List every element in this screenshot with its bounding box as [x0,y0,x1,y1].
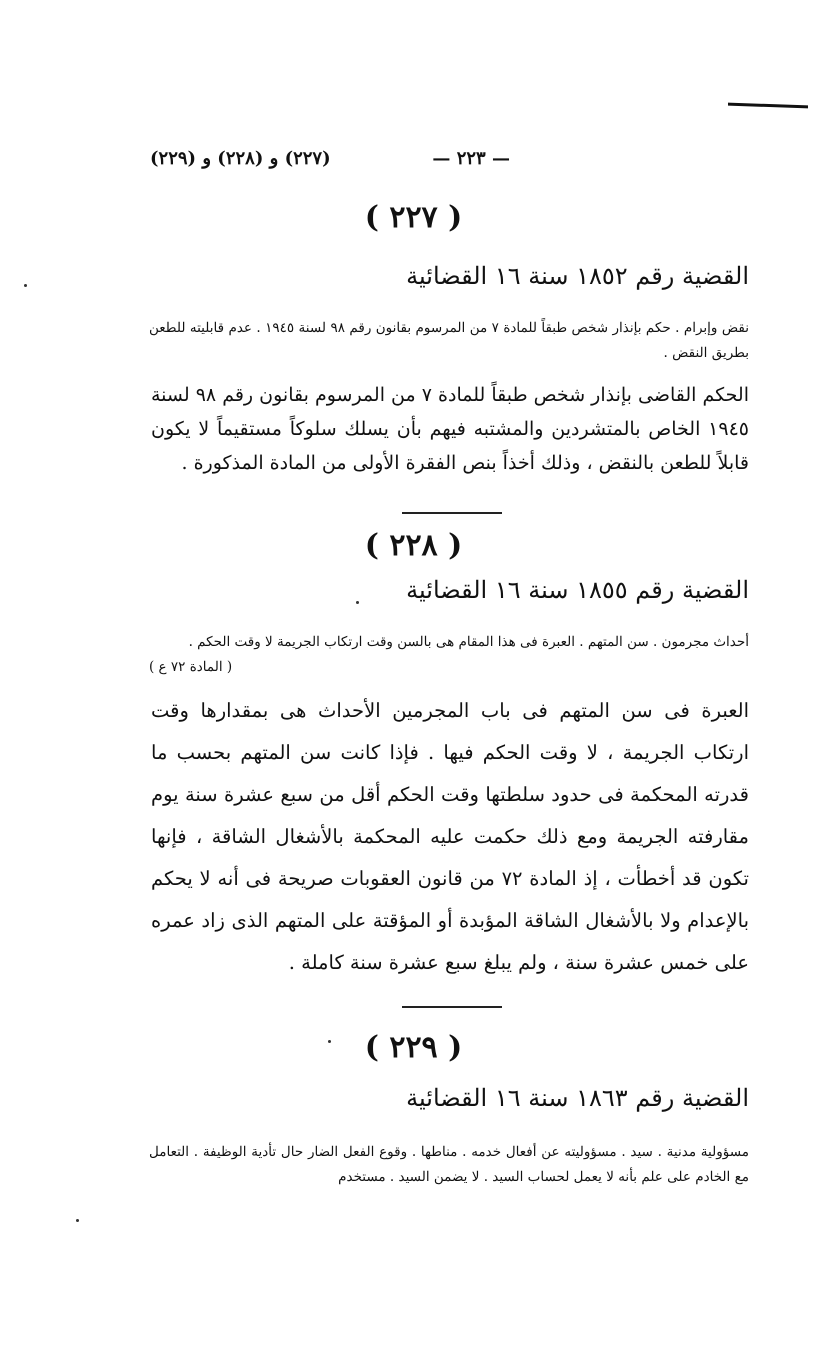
case-summary-228 [149,630,749,680]
scan-edge-line [728,103,808,109]
section-number-227: ( ٢٢٧ ) [364,200,463,235]
case-title-228: القضية رقم ١٨٥٥ سنة ١٦ القضائية [406,576,749,604]
section-divider [402,512,502,514]
page-number: — ٢٢٣ — [432,148,510,169]
case-summary-228-text: أحداث مجرمون . سن المتهم . العبرة فى هذا المقام هى بالسن وقت ارتكاب الجريمة لا وقت الحكم . [188,634,749,650]
case-body-228: العبرة فى سن المتهم فى باب المجرمين الأحداث هى بمقدارها وقت ارتكاب الجريمة ، لا وقت الحكم فيها . فإذا كانت سن المتهم بحسب ما قدرته المحكمة فى حدود سلطتها وقت الحكم أقل من سبع عشرة سنة يوم مقارفته الجريمة ومع ذلك حكمت عليه المحكمة بالأشغال الشاقة ، فإنها تكون قد أخطأت ، إذ المادة ٧٢ من قانون العقوبات صريحة فى أنه لا يحكم بالإعدام ولا بالأشغال الشاقة المؤبدة أو المؤقتة على المتهم الذى زاد عمره على خمس عشرة سنة ، ولم يبلغ سبع عشرة سنة كاملة . [151,699,749,974]
section-number-229: ( ٢٢٩ ) [364,1030,463,1065]
case-summary-227: نقض وإبرام . حكم بإنذار شخص طبقاً للمادة ٧ من المرسوم بقانون رقم ٩٨ لسنة ١٩٤٥ . عدم قابليته للطعن بطريق النقض . [149,320,749,361]
section-number-228: ( ٢٢٨ ) [364,528,463,563]
case-title-227: القضية رقم ١٨٥٢ سنة ١٦ القضائية [406,262,749,290]
scan-speck [356,601,359,604]
case-body-227: الحكم القاضى بإنذار شخص طبقاً للمادة ٧ من المرسوم بقانون رقم ٩٨ لسنة ١٩٤٥ الخاص بالمتشردين والمشتبه فيهم بأن يسلك سلوكاً مستقيماً لا يكون قابلاً للطعن بالنقض ، وذلك أخذاً بنص الفقرة الأولى من المادة المذكورة . [151,384,749,474]
header-section-refs: (٢٢٧) و (٢٢٨) و (٢٢٩) [150,148,331,169]
scan-speck [328,1040,331,1043]
section-divider [402,1006,502,1008]
case-summary-229: مسؤولية مدنية . سيد . مسؤوليته عن أفعال خدمه . مناطها . وقوع الفعل الضار حال تأدية الوظيفة . التعامل مع الخادم على علم بأنه لا يعمل لحساب السيد . لا يضمن السيد . مستخدم [149,1144,749,1185]
legal-article-ref: ( المادة ٧٢ ع ) [149,659,233,675]
scan-speck [24,284,27,287]
scan-speck [76,1219,79,1222]
case-title-229: القضية رقم ١٨٦٣ سنة ١٦ القضائية [406,1084,749,1112]
